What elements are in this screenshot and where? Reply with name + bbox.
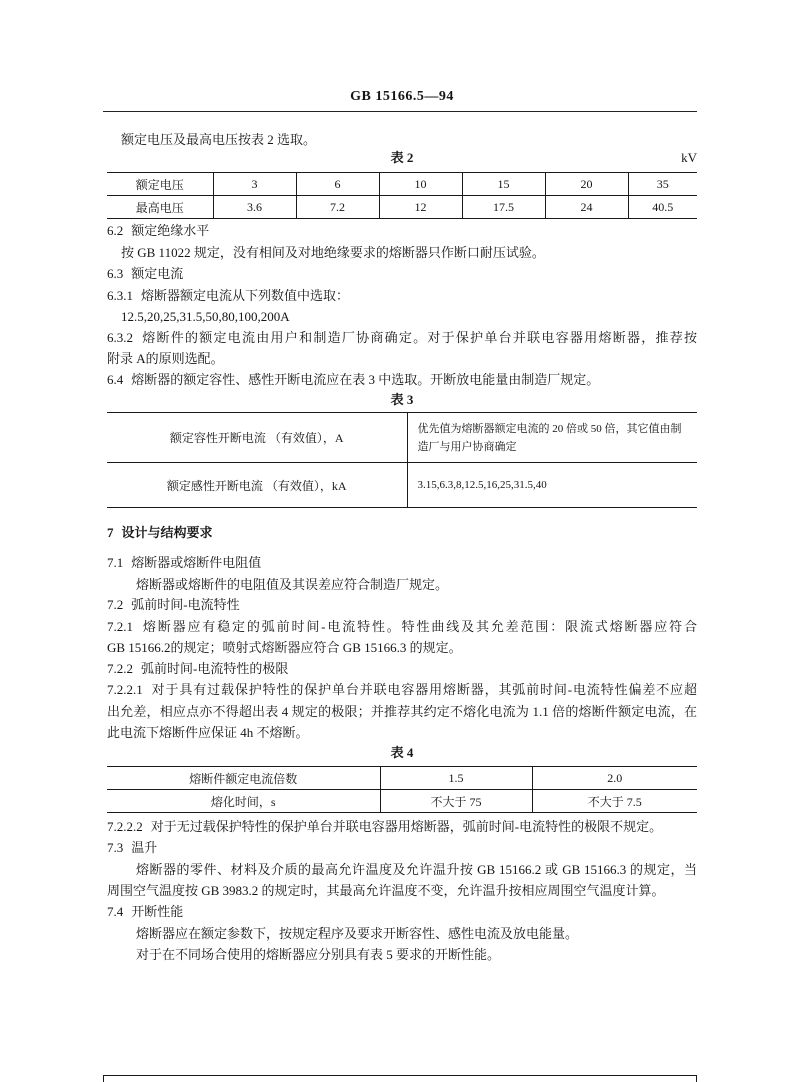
table2-row-label: 额定电压 <box>135 177 184 192</box>
standard-code-header: GB 15166.5—94 <box>350 89 454 104</box>
sec-6-3-1-paragraph <box>107 288 349 304</box>
table2-cell: 20 <box>545 173 628 196</box>
table3-value-line: 3.15,6.3,8,12.5,16,25,31.5,40 <box>417 479 547 491</box>
sec-6-4-text: 熔断器的额定容性、感性开断电流应在表 3 中选取。开断放电能量由制造厂规定。 <box>131 372 600 387</box>
sec-7-3-heading <box>107 840 157 856</box>
sec-7-4-title: 开断性能 <box>131 904 184 919</box>
sec-6-2-title: 额定绝缘水平 <box>131 223 210 238</box>
sec-7-3-title: 温升 <box>131 840 158 855</box>
sec-7-2-2-number: 7.2.2 <box>107 661 133 676</box>
sec-7-3-line-1: 熔断器的零件、材料及介质的最高允许温度及允许温升按 GB 15166.2 或 GB 15166.3 的规定，当 <box>136 862 697 877</box>
sec-6-3-2-text-1: 熔断件的额定电流由用户和制造厂协商确定。对于保护单台并联电容器用熔断器，推荐按 <box>141 330 697 345</box>
sec-7-2-title: 弧前时间-电流特性 <box>131 597 240 612</box>
table2-caption: 表 2 <box>390 150 414 165</box>
table3 <box>107 412 697 508</box>
sec-7-2-heading <box>107 597 240 613</box>
table2-cell: 17.5 <box>462 196 545 219</box>
table3-row-inductive <box>107 463 697 508</box>
table4-cell: 1.5 <box>380 767 532 790</box>
sec-7-2-2-1-line-3: 此电流下熔断件应保证 4h 不熔断。 <box>107 725 309 740</box>
sec-7-1-title: 熔断器或熔断件电阻值 <box>131 555 262 570</box>
table3-value-cell <box>407 413 697 463</box>
sec-7-3-number: 7.3 <box>107 840 124 855</box>
table2-cell: 6 <box>296 173 379 196</box>
next-table-frame <box>103 1075 697 1082</box>
header-rule <box>103 111 697 112</box>
sec-7-2-2-1-line-1 <box>107 682 697 698</box>
sec-7-4-line-1: 熔断器应在额定参数下，按规定程序及要求开断容性、感性电流及放电能量。 <box>136 926 579 941</box>
sec-6-3-title: 额定电流 <box>131 266 184 281</box>
sec-7-2-1-line-2: GB 15166.2的规定；喷射式熔断器应符合 GB 15166.3 的规定。 <box>107 640 462 655</box>
table4-row-multiple <box>107 767 697 790</box>
table2-cell: 35 <box>628 173 697 196</box>
sec-6-2-body: 按 GB 11022 规定，没有相间及对地绝缘要求的熔断器只作断口耐压试验。 <box>121 245 545 260</box>
sec-7-1-number: 7.1 <box>107 555 124 570</box>
table2-cell: 15 <box>462 173 545 196</box>
table2-unit: kV <box>681 150 697 165</box>
sec-7-4-heading <box>107 904 183 920</box>
table4-row-melting-time <box>107 790 697 813</box>
sec-7-1-body: 熔断器或熔断件的电阻值及其误差应符合制造厂规定。 <box>136 577 449 592</box>
table4-cell: 不大于 75 <box>380 790 532 813</box>
sec-7-4-line-2: 对于在不同场合使用的熔断器应分别具有表 5 要求的开断性能。 <box>136 947 501 962</box>
table3-value-line: 造厂与用户协商确定 <box>417 440 517 453</box>
chapter-7-heading <box>107 525 213 541</box>
table2-cell: 24 <box>545 196 628 219</box>
chapter-7-title: 设计与结构要求 <box>121 525 213 540</box>
table4-cell: 不大于 7.5 <box>532 790 697 813</box>
table2-cell: 7.2 <box>296 196 379 219</box>
table2-cell: 10 <box>379 173 462 196</box>
sec-6-3-1-number: 6.3.1 <box>107 288 133 303</box>
sec-6-3-2-line-2: 附录 A的原则选配。 <box>107 351 224 366</box>
sec-6-4-number: 6.4 <box>107 372 124 387</box>
table2-cell: 3 <box>213 173 296 196</box>
sec-7-2-number: 7.2 <box>107 597 124 612</box>
table4 <box>107 766 697 813</box>
sec-6-3-2-number: 6.3.2 <box>107 330 133 345</box>
sec-7-2-2-2-paragraph <box>107 819 662 835</box>
table2-cell: 3.6 <box>213 196 296 219</box>
chapter-7-number: 7 <box>107 525 114 540</box>
sec-6-3-heading <box>107 266 183 282</box>
sec-7-2-1-line-1 <box>107 619 697 635</box>
sec-6-3-number: 6.3 <box>107 266 124 281</box>
table3-value-line: 优先值为熔断器额定电流的 20 倍或 50 倍，其它值由制 <box>417 422 682 435</box>
intro-paragraph: 额定电压及最高电压按表 2 选取。 <box>121 132 317 147</box>
sec-7-2-2-1-text-1: 对于具有过载保护特性的保护单台并联电容器用熔断器，其弧前时间-电流特性偏差不应超 <box>150 682 697 697</box>
table4-caption: 表 4 <box>390 745 414 760</box>
sec-7-3-line-2: 周围空气温度按 GB 3983.2 的规定时，其最高允许温度不变，允许温升按相应周围空气温度计算。 <box>107 883 665 898</box>
sec-7-2-2-title: 弧前时间-电流特性的极限 <box>141 661 289 676</box>
sec-7-2-2-2-number: 7.2.2.2 <box>107 819 143 834</box>
table4-row-label: 熔断件额定电流倍数 <box>189 771 298 786</box>
table2-row-rated-voltage <box>107 173 697 196</box>
sec-6-3-1-text: 熔断器额定电流从下列数值中选取： <box>141 288 350 303</box>
sec-7-2-2-heading <box>107 661 288 677</box>
rated-current-values: 12.5,20,25,31.5,50,80,100,200A <box>121 309 290 324</box>
table2-cell: 40.5 <box>628 196 697 219</box>
sec-6-4-paragraph <box>107 372 599 388</box>
table3-caption: 表 3 <box>390 392 414 407</box>
sec-6-2-heading <box>107 223 209 239</box>
table2-row-label: 最高电压 <box>107 196 213 219</box>
sec-7-2-2-1-number: 7.2.2.1 <box>107 682 143 697</box>
sec-6-2-number: 6.2 <box>107 223 124 238</box>
sec-7-2-1-text-1: 熔断器应有稳定的弧前时间-电流特性。特性曲线及其允差范围：限流式熔断器应符合 <box>141 619 697 634</box>
table4-cell: 2.0 <box>532 767 697 790</box>
table3-row-label: 额定容性开断电流 （有效值），A <box>169 431 344 445</box>
sec-7-2-1-number: 7.2.1 <box>107 619 133 634</box>
table2-cell: 12 <box>379 196 462 219</box>
table2 <box>107 172 697 219</box>
sec-7-1-heading <box>107 555 261 571</box>
sec-7-2-2-2-text: 对于无过载保护特性的保护单台并联电容器用熔断器，弧前时间-电流特性的极限不规定。 <box>150 819 663 834</box>
table3-value-cell <box>407 463 697 508</box>
sec-6-3-2-line-1 <box>107 330 697 346</box>
table3-row-label: 额定感性开断电流 （有效值），kA <box>107 463 407 508</box>
table2-row-max-voltage <box>107 196 697 219</box>
table4-row-label: 熔化时间，s <box>107 790 380 813</box>
sec-7-2-2-1-line-2: 出允差，相应点亦不得超出表 4 规定的极限；并推荐其约定不熔化电流为 1.1 倍的熔断件额定电流，在 <box>107 704 697 719</box>
table3-row-capacitive <box>107 413 697 463</box>
sec-7-4-number: 7.4 <box>107 904 124 919</box>
